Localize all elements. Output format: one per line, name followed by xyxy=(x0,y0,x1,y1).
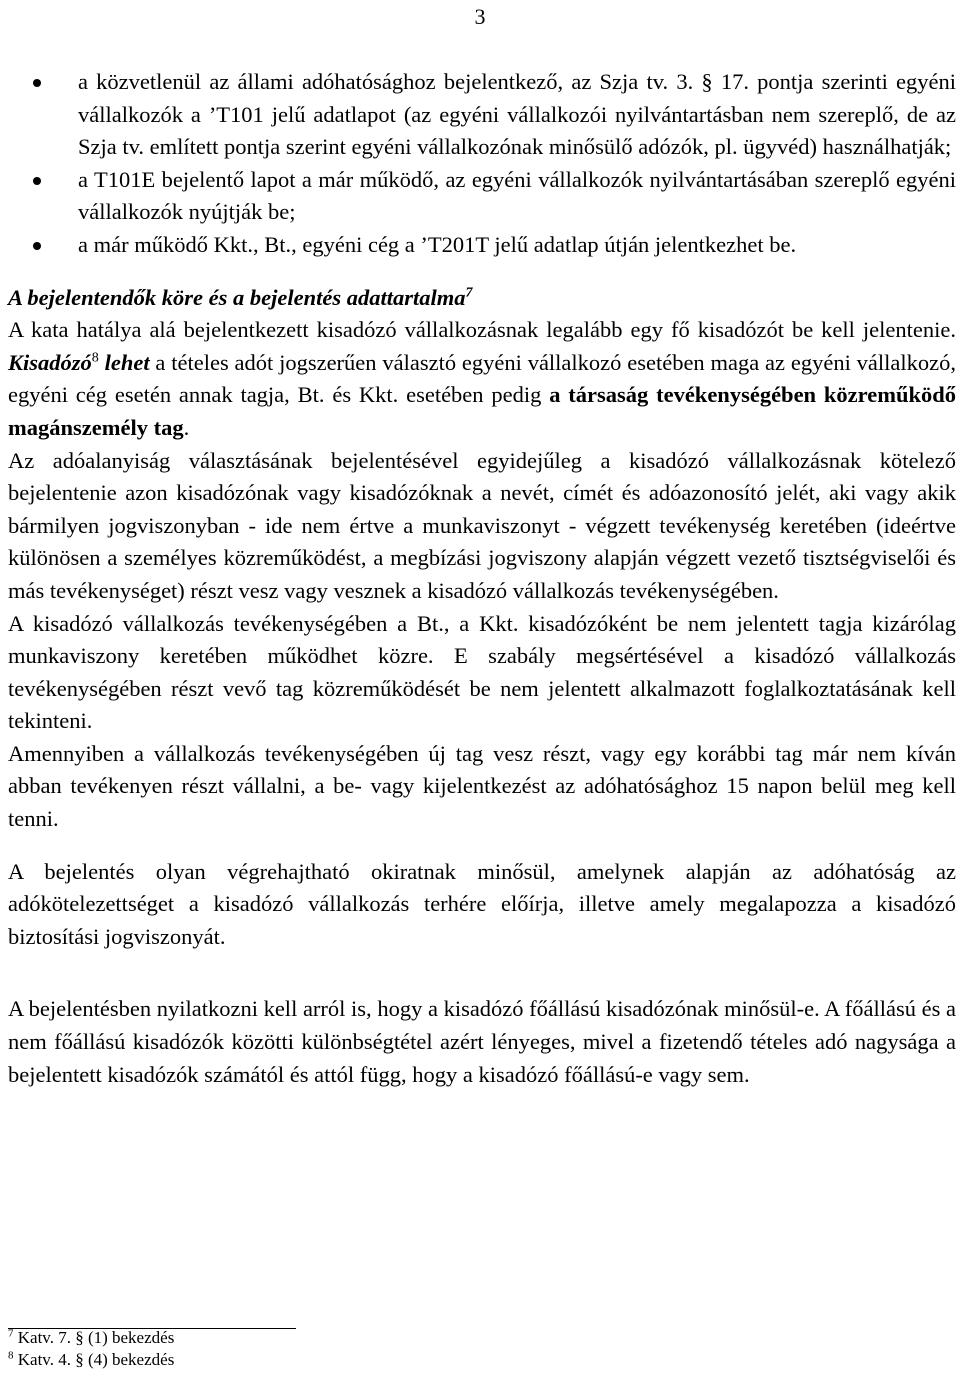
list-item: a már működő Kkt., Bt., egyéni cég a ’T201T jelű adatlap útján jelentkezhet be. xyxy=(8,229,956,262)
paragraph-foallasu: A bejelentésben nyilatkozni kell arról is, hogy a kisadózó főállású kisadózónak minősül-e. A főállású és a nem főállású kisadózók közötti különbségtétel azért lényeges, mivel a fizetendő tételes adó nagysága a bejelentett kisadózók számától és attól függ, hogy a kisadózó főállású-e vagy sem. xyxy=(8,996,956,1087)
footnote-ref: 8 xyxy=(91,350,99,366)
list-item: a közvetlenül az állami adóhatósághoz bejelentkező, az Szja tv. 3. § 17. pontja szerinti egyéni vállalkozók a ’T101 jelű adatlapot (az egyéni vállalkozói nyilvántartásban nem szereplő, de az Szja tv. említett pontja szerint egyéni vállalkozónak minősülő adózók, pl. ügyvéd) használhatják; xyxy=(8,66,956,164)
footnotes xyxy=(8,1327,956,1371)
paragraph-adoalanyisag: Az adóalanyiság választásának bejelentésével egyidejűleg a kisadózó vállalkozásnak kötelező bejelentenie azon kisadózónak vagy kisadózóknak a nevét, címét és adóazonosító jelét, aki vagy akik bármilyen jogviszonyban - ide nem értve a munkaviszonyt - végzett tevékenység keretében (ideértve különösen a személyes közreműködést, a megbízási jogviszony alapján végzett vezető tisztségviselői és más tevékenységet) részt vesz vagy vesznek a kisadózó vállalkozás tevékenységében. xyxy=(8,447,956,603)
page-number: 3 xyxy=(474,4,486,29)
bullet-list xyxy=(8,66,956,262)
paragraph-kisadozo: A kata hatálya alá bejelentkezett kisadózó vállalkozásnak legalább egy fő kisadózót be kell jelentenie. Kisadózó$^8$ lehet a tételes adót jogszerűen választó egyéni vállalkozó esetében maga az egyéni vállalkozó, egyéni cég esetén annak tagja, Bt. és Kkt. esetében pedig a társaság tevékenységében közreműködő magánszemély tag. xyxy=(8,317,956,440)
paragraph-bt-kkt: A kisadózó vállalkozás tevékenységében a Bt., a Kkt. kisadózóként be nem jelentett tagja kizárólag munkaviszony keretében működhet közre. E szabály megsértésével a kisadózó vállalkozás tevékenységében részt vevő tag közreműködését be nem jelentett alkalmazott foglalkoztatásának kell tekinteni. xyxy=(8,610,956,734)
list-item: a T101E bejelentő lapot a már működő, az egyéni vállalkozók nyilvántartásában szereplő egyéni vállalkozók nyújtják be; xyxy=(8,164,956,229)
bullet-icon xyxy=(33,79,41,87)
paragraph-okirat: A bejelentés olyan végrehajtható okiratnak minősül, amelynek alapján az adóhatóság az adókötelezettséget a kisadózó vállalkozás terhére előírja, illetve amely megalapozza a kisadózó biztosítási jogviszonyát. xyxy=(8,858,956,949)
bullet-icon xyxy=(33,242,41,250)
footnote: $^8$ Katv. 4. § (4) bekezdés xyxy=(8,1349,175,1369)
section-heading: A bejelentendők köre és a bejelentés adattartalma$^7$ xyxy=(8,284,473,310)
footnote: $^7$ Katv. 7. § (1) bekezdés xyxy=(8,1327,175,1347)
footnote-ref: 7 xyxy=(465,285,473,301)
paragraph-uj-tag: Amennyiben a vállalkozás tevékenységében új tag vesz részt, vagy egy korábbi tag már nem kíván abban tevékenyen részt vállalni, a be- vagy kijelentkezést az adóhatósághoz 15 napon belül meg kell tenni. xyxy=(8,740,956,832)
document-body xyxy=(8,66,956,1091)
bullet-icon xyxy=(33,177,41,185)
